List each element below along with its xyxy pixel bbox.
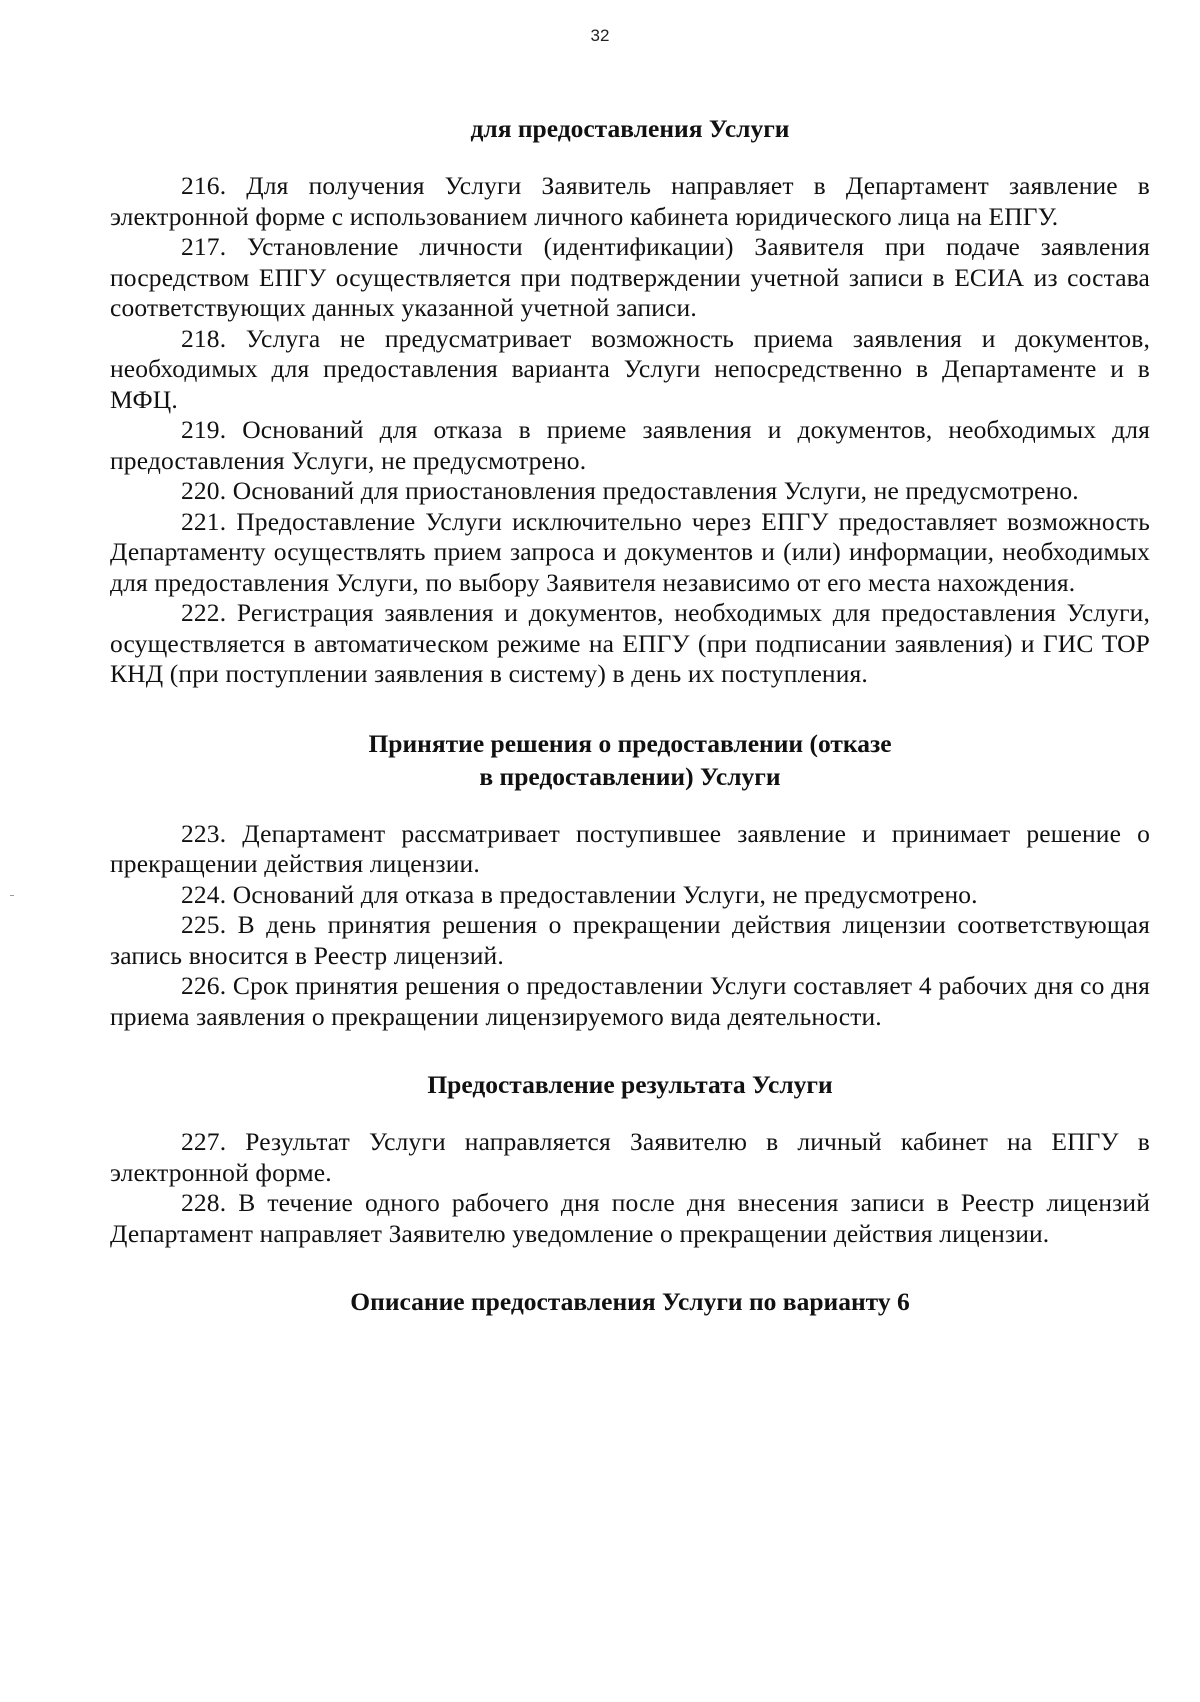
paragraph-225: 225. В день принятия решения о прекращении действия лицензии соответствующая запись вносится в Реестр лицензий. bbox=[110, 910, 1150, 970]
section-heading: Предоставление результата Услуги bbox=[427, 1070, 833, 1099]
section-heading: Описание предоставления Услуги по варианту 6 bbox=[350, 1287, 910, 1316]
paragraph-218: 218. Услуга не предусматривает возможность приема заявления и документов, необходимых для предоставления варианта Услуги непосредственно в Департаменте и в МФЦ. bbox=[110, 323, 1150, 414]
section-submission bbox=[110, 112, 1150, 690]
section-heading: для предоставления Услуги bbox=[470, 114, 790, 143]
paragraph-226: 226. Срок принятия решения о предоставлении Услуги составляет 4 рабочих дня со дня приема заявления о прекращении лицензируемого вида деятельности. bbox=[110, 971, 1150, 1031]
paragraph-221: 221. Предоставление Услуги исключительно через ЕПГУ предоставляет возможность Департаменту осуществлять прием запроса и документов и (или) информации, необходимых для предоставления Услуги, по выбору Заявителя независимо от его места нахождения. bbox=[110, 506, 1150, 597]
paragraph-217: 217. Установление личности (идентификации) Заявителя при подаче заявления посредством ЕПГУ осуществляется при подтверждении учетной записи в ЕСИА из состава соответствующих данных указанной учетной записи. bbox=[110, 232, 1150, 322]
paragraph-220: 220. Оснований для приостановления предоставления Услуги, не предусмотрено. bbox=[181, 476, 1079, 505]
section-result bbox=[110, 1069, 1150, 1249]
paragraph-222: 222. Регистрация заявления и документов, необходимых для предоставления Услуги, осуществляется в автоматическом режиме на ЕПГУ (при подписании заявления) и ГИС ТОР КНД (при поступлении заявления в систему) в день их поступления. bbox=[110, 598, 1150, 688]
section-heading-line-2: в предоставлении) Услуги bbox=[479, 761, 781, 791]
section-decision bbox=[110, 727, 1150, 1033]
paragraph-216: 216. Для получения Услуги Заявитель направляет в Департамент заявление в электронной форме с использованием личного кабинета юридического лица на ЕПГУ. bbox=[110, 171, 1150, 231]
paragraph-228: 228. В течение одного рабочего дня после дня внесения записи в Реестр лицензий Департамент направляет Заявителю уведомление о прекращении действия лицензии. bbox=[110, 1188, 1150, 1248]
section-variant-6 bbox=[110, 1286, 1150, 1318]
paragraph-219: 219. Оснований для отказа в приеме заявления и документов, необходимых для предоставления Услуги, не предусмотрено. bbox=[110, 415, 1150, 475]
document-body bbox=[110, 112, 1150, 1318]
paragraph-224: 224. Оснований для отказа в предоставлении Услуги, не предусмотрено. bbox=[181, 879, 978, 909]
scan-mark bbox=[10, 895, 14, 896]
paragraph-227: 227. Результат Услуги направляется Заявителю в личный кабинет на ЕПГУ в электронной форме. bbox=[110, 1127, 1150, 1187]
page-number: 32 bbox=[590, 26, 610, 45]
paragraph-223: 223. Департамент рассматривает поступившее заявление и принимает решение о прекращении действия лицензии. bbox=[110, 818, 1150, 878]
section-heading-line-1: Принятие решения о предоставлении (отказе bbox=[368, 728, 892, 758]
